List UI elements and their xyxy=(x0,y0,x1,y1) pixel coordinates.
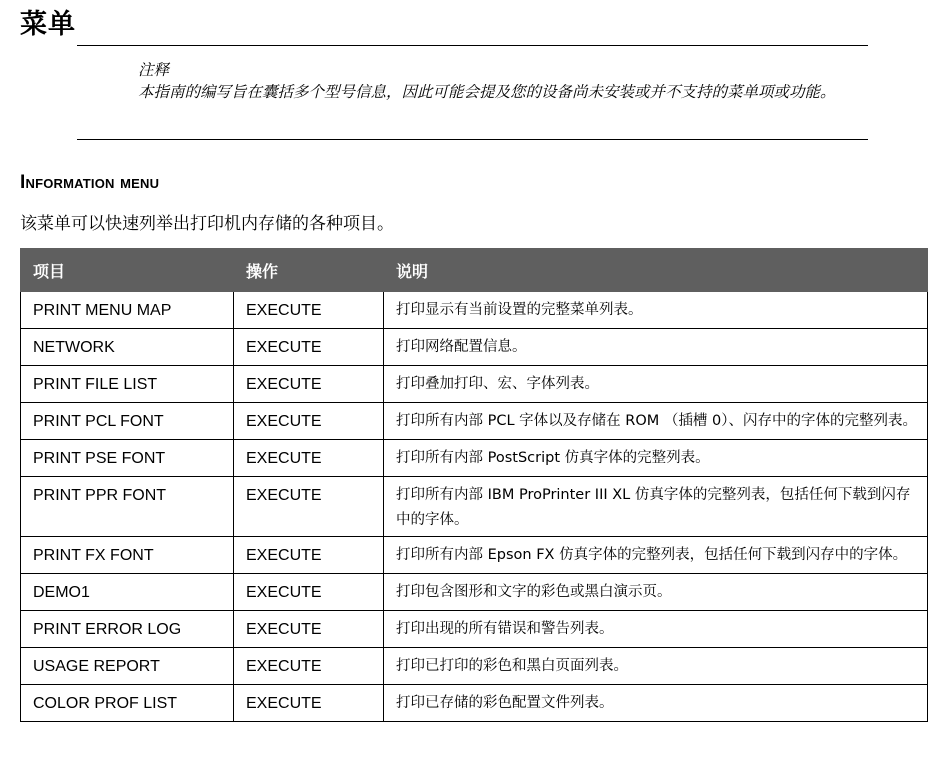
row-operation: EXECUTE xyxy=(234,648,384,685)
row-operation: EXECUTE xyxy=(234,611,384,648)
page-title: 菜单 xyxy=(20,9,76,40)
section-intro: 该菜单可以快速列举出打印机内存储的各种项目。 xyxy=(20,214,394,234)
table-row xyxy=(21,537,928,574)
row-operation: EXECUTE xyxy=(234,292,384,329)
note-bottom-rule xyxy=(77,139,868,140)
note-text: 本指南的编写旨在囊括多个型号信息，因此可能会提及您的设备尚未安装或并不支持的菜单项或功能。 xyxy=(138,83,836,101)
row-item: PRINT PPR FONT xyxy=(21,477,234,537)
row-operation: EXECUTE xyxy=(234,329,384,366)
row-item: COLOR PROF LIST xyxy=(21,685,234,722)
row-operation: EXECUTE xyxy=(234,574,384,611)
row-description: 打印已打印的彩色和黑白页面列表。 xyxy=(384,648,928,685)
row-operation: EXECUTE xyxy=(234,440,384,477)
row-description: 打印网络配置信息。 xyxy=(384,329,928,366)
table-row xyxy=(21,574,928,611)
table-row xyxy=(21,329,928,366)
row-operation: EXECUTE xyxy=(234,537,384,574)
header-item: 项目 xyxy=(21,249,234,292)
table-header-row xyxy=(21,249,928,292)
row-description: 打印所有内部 IBM ProPrinter III XL 仿真字体的完整列表，包括任何下载到闪存中的字体。 xyxy=(384,477,928,537)
row-description: 打印包含图形和文字的彩色或黑白演示页。 xyxy=(384,574,928,611)
row-description: 打印叠加打印、宏、字体列表。 xyxy=(384,366,928,403)
note-label: 注释 xyxy=(138,61,170,79)
row-operation: EXECUTE xyxy=(234,366,384,403)
information-menu-table xyxy=(20,248,928,722)
row-item: PRINT ERROR LOG xyxy=(21,611,234,648)
row-description: 打印已存储的彩色配置文件列表。 xyxy=(384,685,928,722)
table-row xyxy=(21,648,928,685)
table-row xyxy=(21,366,928,403)
row-item: USAGE REPORT xyxy=(21,648,234,685)
table-row xyxy=(21,611,928,648)
note-top-rule xyxy=(77,45,868,46)
table-row xyxy=(21,477,928,537)
row-item: PRINT FX FONT xyxy=(21,537,234,574)
row-operation: EXECUTE xyxy=(234,685,384,722)
section-heading: Information menu xyxy=(20,172,160,193)
row-item: DEMO1 xyxy=(21,574,234,611)
row-item: PRINT FILE LIST xyxy=(21,366,234,403)
row-operation: EXECUTE xyxy=(234,403,384,440)
table-row xyxy=(21,403,928,440)
row-description: 打印所有内部 Epson FX 仿真字体的完整列表，包括任何下载到闪存中的字体。 xyxy=(384,537,928,574)
row-description: 打印所有内部 PostScript 仿真字体的完整列表。 xyxy=(384,440,928,477)
row-description: 打印显示有当前设置的完整菜单列表。 xyxy=(384,292,928,329)
table-row xyxy=(21,685,928,722)
row-description: 打印所有内部 PCL 字体以及存储在 ROM （插槽 0）、闪存中的字体的完整列表。 xyxy=(384,403,928,440)
note-box xyxy=(138,59,838,103)
table-row xyxy=(21,440,928,477)
header-operation: 操作 xyxy=(234,249,384,292)
row-item: PRINT MENU MAP xyxy=(21,292,234,329)
row-operation: EXECUTE xyxy=(234,477,384,537)
row-item: PRINT PCL FONT xyxy=(21,403,234,440)
row-description: 打印出现的所有错误和警告列表。 xyxy=(384,611,928,648)
table-row xyxy=(21,292,928,329)
row-item: PRINT PSE FONT xyxy=(21,440,234,477)
row-item: NETWORK xyxy=(21,329,234,366)
header-description: 说明 xyxy=(384,249,928,292)
